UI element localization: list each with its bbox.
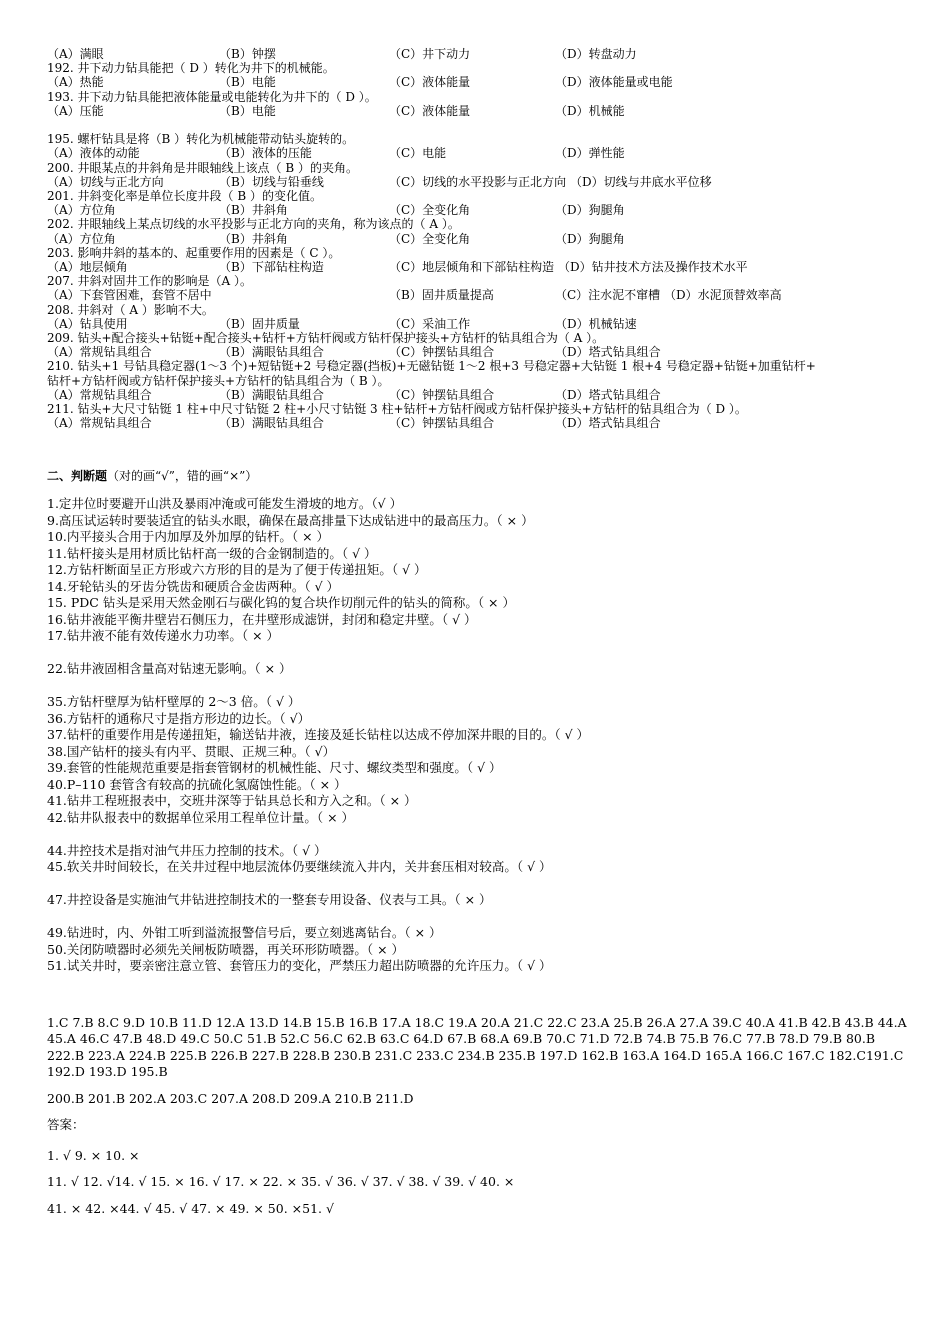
option-text: （C）地层倾角和下部钻柱构造 （D）钻井技术方法及操作技术水平 xyxy=(389,260,748,275)
spacer xyxy=(47,645,917,662)
option-text: （B）满眼钻具组合 xyxy=(219,345,324,360)
judgment-item: 9.高压试运转时要装适宜的钻头水眼，确保在最高排量下达成钻进中的最高压力。（ × ） xyxy=(47,512,534,528)
option-text: （C）钟摆钻具组合 xyxy=(389,416,495,431)
option-text: （A）钻具使用 xyxy=(47,316,128,331)
question-stem: 208. 井斜对（ A ）影响不大。 xyxy=(47,302,214,317)
spacer xyxy=(47,118,917,132)
document-page xyxy=(47,47,917,1217)
multiple-choice-section xyxy=(47,47,917,430)
spacer xyxy=(47,876,917,893)
question-stem: 201. 井斜变化率是单位长度井段（ B ）的变化值。 xyxy=(47,189,322,204)
option-text: （B）电能 xyxy=(219,75,276,90)
judgment-item: 40.P–110 套管含有较高的抗硫化氢腐蚀性能。（ × ） xyxy=(47,776,347,792)
judgment-item: 22.钻井液固相含量高对钻速无影响。（ × ） xyxy=(47,661,292,677)
option-text: （D）机械钻速 xyxy=(555,316,637,331)
question-stem: 钻杆+方钻杆阀或方钻杆保护接头+方钻杆的钻具组合为（ B ）。 xyxy=(47,373,390,388)
option-text: （D）狗腿角 xyxy=(555,203,625,218)
judgment-item: 47.井控设备是实施油气井钻进控制技术的一整套专用设备、仪表与工具。（ × ） xyxy=(47,892,492,908)
option-text: （A）方位角 xyxy=(47,203,116,218)
judgment-item: 10.内平接头合用于内加厚及外加厚的钻杆。（ × ） xyxy=(47,529,330,545)
answer-line-1: 1. √ 9. × 10. × xyxy=(47,1147,140,1163)
option-text: （C）采油工作 xyxy=(389,316,471,331)
option-text: （C）全变化角 xyxy=(389,203,471,218)
option-text: （D）液体能量或电能 xyxy=(555,75,673,90)
answer-label: 答案： xyxy=(47,1117,85,1133)
question-stem: 207. 井斜对固井工作的影响是（A ）。 xyxy=(47,274,253,289)
judgment-item: 50.关闭防喷器时必须先关闸板防喷器，再关环形防喷器。（ × ） xyxy=(47,941,405,957)
option-text: （B）电能 xyxy=(219,103,276,118)
option-text: （B）下部钻柱构造 xyxy=(219,260,324,275)
option-text: （D）塔式钻具组合 xyxy=(555,387,661,402)
judgment-item: 42.钻井队报表中的数据单位采用工程单位计量。（ × ） xyxy=(47,809,355,825)
option-text: （A）地层倾角 xyxy=(47,260,128,275)
spacer xyxy=(47,678,917,695)
option-text: （B）切线与铅垂线 xyxy=(219,174,324,189)
option-text: （A）热能 xyxy=(47,75,104,90)
option-text: （A）压能 xyxy=(47,103,104,118)
option-row xyxy=(47,260,917,274)
option-text: （B）钟摆 xyxy=(219,47,276,61)
judgment-list xyxy=(47,496,917,975)
question-stem: 210. 钻头+1 号钻具稳定器(1～3 个)+短钻铤+2 号稳定器(挡板)+无磁钻铤 1～2 根+3 号稳定器+大钻铤 1 根+4 号稳定器+钻铤+加重钻杆+ xyxy=(47,359,816,374)
option-text: （C）井下动力 xyxy=(389,47,471,61)
question-stem: 192. 井下动力钻具能把（ D ）转化为井下的机械能。 xyxy=(47,61,335,76)
option-text: （D）弹性能 xyxy=(555,146,625,161)
option-text: （A）常规钻具组合 xyxy=(47,345,152,360)
option-text: （A）液体的动能 xyxy=(47,146,140,161)
option-text: （B）井斜角 xyxy=(219,231,288,246)
section-title: 二、判断题 xyxy=(47,469,108,484)
option-text: （B）满眼钻具组合 xyxy=(219,416,324,431)
option-text: （D）转盘动力 xyxy=(555,47,637,61)
judgment-item: 51.试关井时，要亲密注意立管、套管压力的变化，严禁压力超出防喷器的允许压力。（ √ ） xyxy=(47,958,552,974)
option-row xyxy=(47,388,917,402)
answer-line-2: 11. √ 12. √14. √ 15. × 16. √ 17. × 22. × 35. √ 36. √ 37. √ 38. √ 39. √ 40. × xyxy=(47,1174,515,1190)
option-text: （C）电能 xyxy=(389,146,447,161)
option-text: （C）钟摆钻具组合 xyxy=(389,387,495,402)
question-stem: 202. 井眼轴线上某点切线的水平投影与正北方向的夹角，称为该点的（ A ）。 xyxy=(47,217,460,232)
option-text: （D）塔式钻具组合 xyxy=(555,345,661,360)
judgment-item: 16.钻井液能平衡井壁岩石侧压力，在井壁形成滤饼，封闭和稳定井壁。（ √ ） xyxy=(47,611,477,627)
option-row xyxy=(47,416,917,430)
judgment-item: 12.方钻杆断面呈正方形或六方形的目的是为了便于传递扭矩。（ √ ） xyxy=(47,562,427,578)
question-stem: 209. 钻头+配合接头+钻铤+配合接头+钻杆+方钻杆阀或方钻杆保护接头+方钻杆的钻具组合为（ A ）。 xyxy=(47,331,605,346)
option-row xyxy=(47,146,917,160)
option-text: （B）井斜角 xyxy=(219,203,288,218)
judgment-item: 35.方钻杆壁厚为钻杆壁厚的 2～3 倍。（ √ ） xyxy=(47,694,301,710)
option-row xyxy=(47,288,917,302)
answer-block-1: 1.C 7.B 8.C 9.D 10.B 11.D 12.A 13.D 14.B 15.B 16.B 17.A 18.C 19.A 20.A 21.C 22.C 23.A 25.B 26.A 27.A 39.C 40.A 41.B 42.B 43.B 44.A 45.A 46.C 47.B 48.D 49.C 50.C 51.B 52.C 56.C 62.B 63.C 64.D 67.B 68.A 69.B 70.C 71.D 72.B 74.B 75.B 76.C 77.B 78.D 79.B 80.B 222.B 223.A 224.B 225.B 226.B 227.B 228.B 230.B 231.C 233.C 234.B 235.B 197.D 162.B 163.A 164.D 165.A 166.C 167.C 182.C191.C 192.D 193.D 195.B xyxy=(47,1014,907,1080)
judgment-item: 37.钻杆的重要作用是传递扭矩，输送钻井液，连接及延长钻柱以达成不停加深井眼的目的。（ √ ） xyxy=(47,727,590,743)
option-row xyxy=(47,175,917,189)
judgment-item: 14.牙轮钻头的牙齿分铣齿和硬质合金齿两种。（ √ ） xyxy=(47,578,340,594)
judgment-item: 17.钻井液不能有效传递水力功率。（ × ） xyxy=(47,628,280,644)
judgment-item: 38.国产钻杆的接头有内平、贯眼、正规三种。（ √） xyxy=(47,743,336,759)
answer-block-2: 200.B 201.B 202.A 203.C 207.A 208.D 209.A 210.B 211.D xyxy=(47,1090,414,1106)
option-text: （B）满眼钻具组合 xyxy=(219,387,324,402)
option-row xyxy=(47,75,917,89)
option-text: （B）固井质量 xyxy=(219,316,300,331)
judgment-item: 41.钻井工程班报表中，交班井深等于钻具总长和方入之和。（ × ） xyxy=(47,793,417,809)
option-row xyxy=(47,203,917,217)
option-text: （C）液体能量 xyxy=(389,103,471,118)
option-row xyxy=(47,317,917,331)
section-heading xyxy=(47,468,917,484)
option-text: （C）钟摆钻具组合 xyxy=(389,345,495,360)
option-text: （C）切线的水平投影与正北方向 （D）切线与井底水平位移 xyxy=(389,174,712,189)
spacer xyxy=(47,909,917,926)
judgment-item: 45.软关井时间较长，在关井过程中地层流体仍要继续流入井内，关井套压相对较高。（ √ ） xyxy=(47,859,552,875)
option-text: （A）方位角 xyxy=(47,231,116,246)
option-text: （A）下套管困难，套管不居中 xyxy=(47,288,212,303)
option-text: （A）切线与正北方向 xyxy=(47,174,164,189)
answer-key xyxy=(47,1015,915,1218)
answer-line-3: 41. × 42. ×44. √ 45. √ 47. × 49. × 50. ×51. √ xyxy=(47,1200,334,1216)
option-text: （D）塔式钻具组合 xyxy=(555,416,661,431)
judgment-item: 39.套管的性能规范重要是指套管钢材的机械性能、尺寸、螺纹类型和强度。（ √ ） xyxy=(47,760,502,776)
option-text: （C）液体能量 xyxy=(389,75,471,90)
option-text: （D）机械能 xyxy=(555,103,625,118)
option-text: （B）液体的压能 xyxy=(219,146,312,161)
option-text: （A）满眼 xyxy=(47,47,104,61)
option-text: （C）注水泥不窜槽 （D）水泥顶替效率高 xyxy=(555,288,782,303)
judgment-item: 44.井控技术是指对油气井压力控制的技术。（ √ ） xyxy=(47,842,327,858)
spacer xyxy=(47,826,917,843)
option-text: （A）常规钻具组合 xyxy=(47,416,152,431)
question-stem: 193. 井下动力钻具能把液体能量或电能转化为井下的（ D ）。 xyxy=(47,89,377,104)
option-row xyxy=(47,232,917,246)
question-stem: 203. 影响井斜的基本的、起重要作用的因素是（ C ）。 xyxy=(47,245,341,260)
option-text: （B）固井质量提高 xyxy=(389,288,494,303)
judgment-item: 1.定井位时要避开山洪及暴雨冲淹或可能发生滑坡的地方。（√ ） xyxy=(47,496,403,512)
option-text xyxy=(219,288,389,302)
judgment-item: 11.钻杆接头是用材质比钻杆高一级的合金钢制造的。（ √ ） xyxy=(47,545,377,561)
option-row xyxy=(47,104,917,118)
option-row xyxy=(47,345,917,359)
judgment-item: 15. PDC 钻头是采用天然金刚石与碳化钨的复合块作切削元件的钻头的简称。（ × ） xyxy=(47,595,515,611)
option-row xyxy=(47,47,917,61)
judgment-item: 36.方钻杆的通称尺寸是指方形边的边长。（ √） xyxy=(47,710,311,726)
question-stem: 211. 钻头+大尺寸钻铤 1 柱+中尺寸钻铤 2 柱+小尺寸钻铤 3 柱+钻杆+方钻杆阀或方钻杆保护接头+方钻杆的钻具组合为（ D ）。 xyxy=(47,402,747,417)
judgment-item: 49.钻进时，内、外钳工听到溢流报警信号后，要立刻逃离钻台。（ × ） xyxy=(47,925,442,941)
option-text: （D）狗腿角 xyxy=(555,231,625,246)
option-text: （A）常规钻具组合 xyxy=(47,387,152,402)
option-text: （C）全变化角 xyxy=(389,231,471,246)
question-stem: 200. 井眼某点的井斜角是井眼轴线上该点（ B ）的夹角。 xyxy=(47,160,358,175)
section-note: （对的画“√”，错的画“×”） xyxy=(107,469,258,484)
question-stem: 195. 螺杆钻具是将（B ）转化为机械能带动钻头旋转的。 xyxy=(47,132,355,147)
